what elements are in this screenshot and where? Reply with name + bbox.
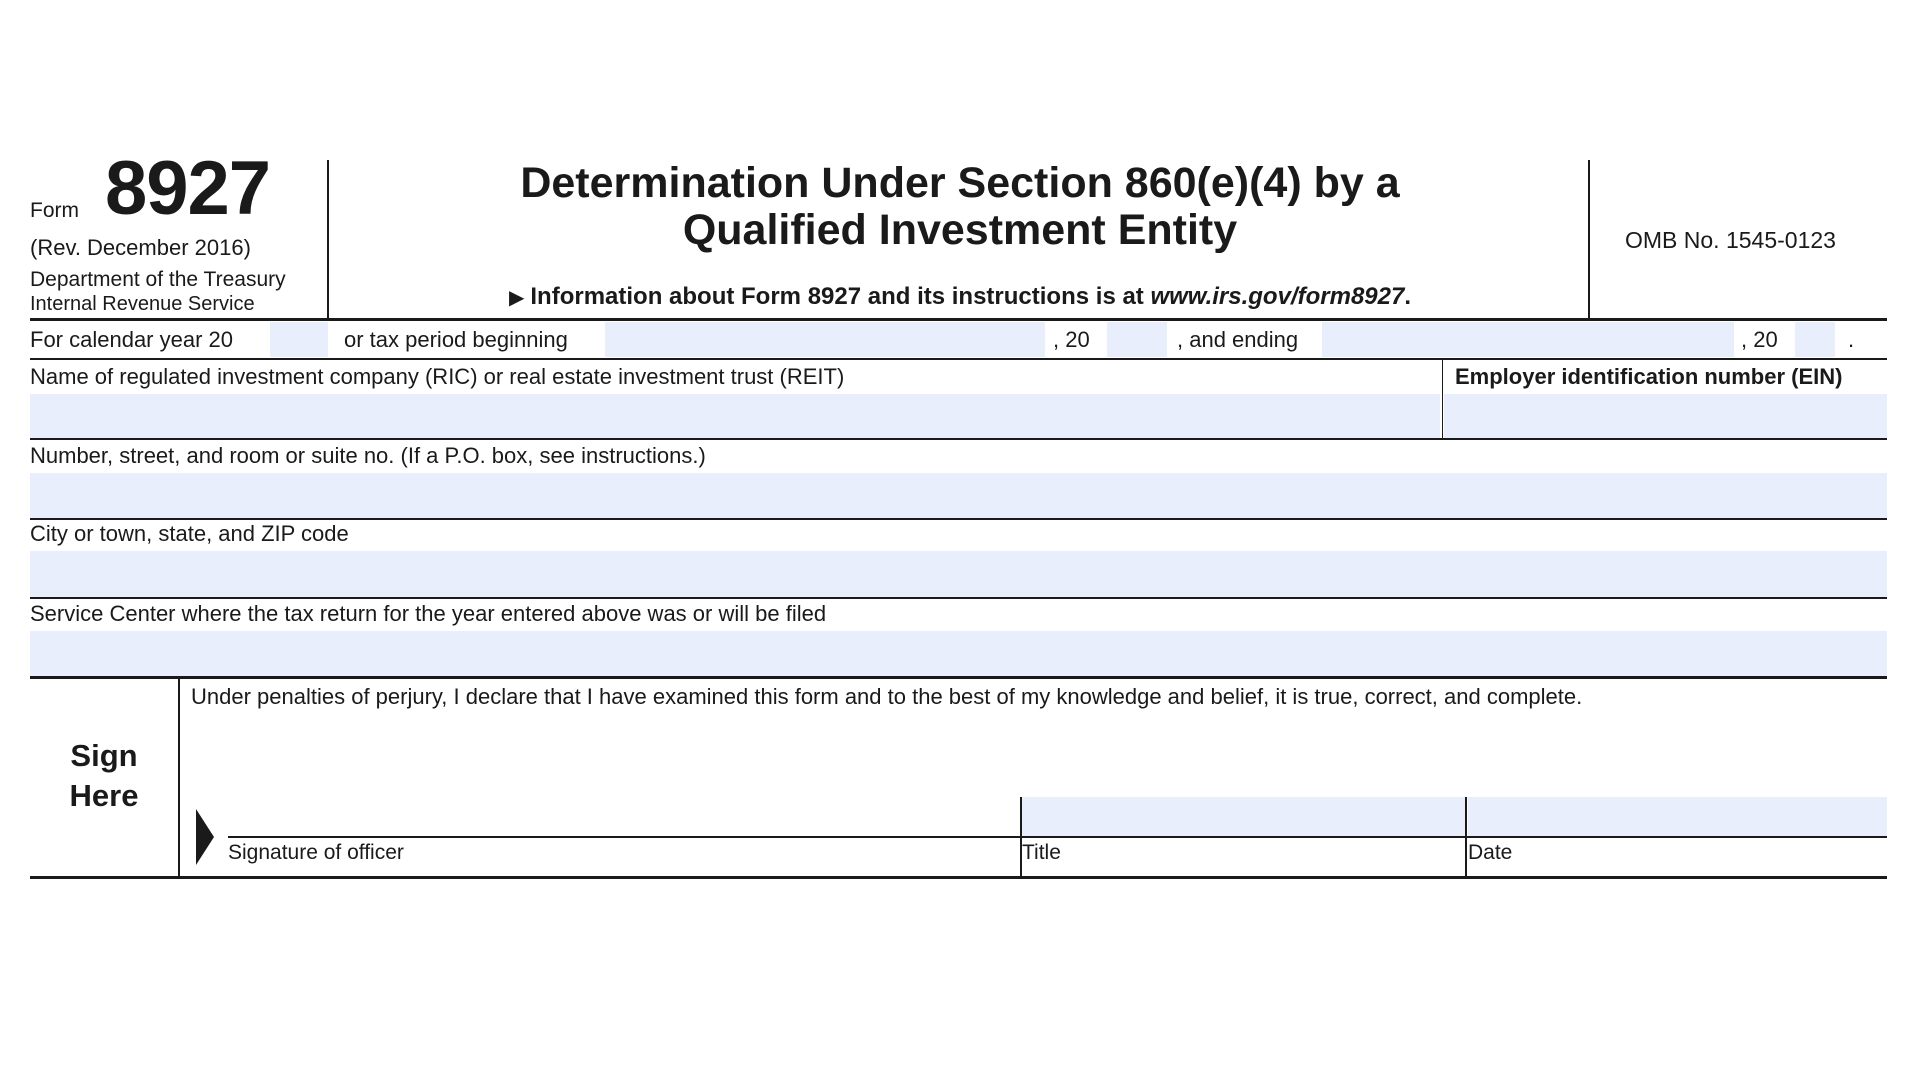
perjury-declaration: Under penalties of perjury, I declare that I have examined this form and to the best of my knowledge and belief, it is true, correct, and complete.: [191, 684, 1583, 709]
street-value: [30, 473, 1887, 493]
revision-date: (Rev. December 2016): [30, 235, 251, 260]
city-input[interactable]: [30, 551, 1887, 597]
sign-heading-line1: Sign: [70, 738, 138, 773]
form-title-line2: Qualified Investment Entity: [682, 206, 1238, 254]
calendar-year-value: [270, 322, 328, 334]
signature-label: Signature of officer: [228, 841, 404, 864]
sign-section-divider: [178, 679, 180, 877]
service-center-label: Service Center where the tax return for the year entered above was or will be filed: [30, 601, 827, 626]
period-row-rule: [30, 358, 1887, 360]
date-input[interactable]: [1468, 797, 1887, 836]
service-center-input[interactable]: [30, 631, 1887, 676]
sign-here-heading: [30, 736, 178, 816]
sign-arrow-icon: [196, 809, 214, 865]
beginning-year-input[interactable]: [1107, 322, 1167, 357]
street-label: Number, street, and room or suite no. (If a P.O. box, see instructions.): [30, 443, 706, 468]
form-number: 8927: [105, 146, 271, 231]
info-text: Information about Form 8927 and its instructions is at: [530, 283, 1151, 310]
header-divider-right: [1588, 160, 1590, 318]
instructions-info: [330, 285, 1590, 309]
arrow-right-icon: ▶: [508, 287, 525, 309]
sign-heading-line2: Here: [69, 778, 139, 813]
city-value: [30, 551, 1887, 571]
ein-divider: [1442, 360, 1443, 440]
street-input[interactable]: [30, 473, 1887, 518]
city-row-rule: [30, 597, 1887, 599]
ending-year-input[interactable]: [1795, 322, 1835, 357]
ein-label: Employer identification number (EIN): [1455, 364, 1843, 389]
service-center-value: [30, 631, 1887, 651]
form-title-line1: Determination Under Section 860(e)(4) by a: [520, 159, 1400, 207]
header-divider-left: [327, 160, 329, 318]
date-label: Date: [1468, 841, 1513, 864]
name-row-rule: [30, 438, 1887, 440]
period-ending-value: [1322, 322, 1734, 334]
ending-year-value: [1795, 322, 1835, 334]
ein-input[interactable]: [1444, 394, 1887, 438]
title-label: Title: [1022, 841, 1061, 864]
header-rule: [30, 318, 1887, 321]
period-end-mark: .: [1848, 327, 1855, 352]
year-prefix-label-1: , 20: [1053, 327, 1090, 352]
title-input[interactable]: [1022, 797, 1465, 836]
and-ending-label: , and ending: [1177, 327, 1299, 352]
signature-input[interactable]: [228, 797, 1019, 836]
street-row-rule: [30, 518, 1887, 520]
entity-name-value: [30, 394, 1440, 414]
form-label: Form: [30, 199, 79, 222]
omb-number: OMB No. 1545-0123: [1625, 227, 1836, 253]
info-suffix: .: [1404, 283, 1412, 310]
beginning-year-value: [1107, 322, 1167, 334]
form-bottom-rule: [30, 876, 1887, 879]
entity-name-input[interactable]: [30, 394, 1440, 438]
service-center-rule: [30, 676, 1887, 679]
info-url-link[interactable]: www.irs.gov/form8927: [1150, 283, 1405, 310]
city-label: City or town, state, and ZIP code: [30, 521, 349, 546]
name-label: Name of regulated investment company (RIC) or real estate investment trust (REIT): [30, 364, 845, 389]
department-name: Department of the Treasury: [30, 268, 286, 291]
period-beginning-value: [605, 322, 1045, 334]
signature-line: [228, 836, 1887, 838]
tax-period-label: or tax period beginning: [344, 327, 568, 352]
ein-value: [1444, 394, 1887, 414]
period-ending-input[interactable]: [1322, 322, 1734, 357]
calendar-year-input[interactable]: [270, 322, 328, 357]
agency-name: Internal Revenue Service: [30, 293, 255, 315]
year-prefix-label-2: , 20: [1741, 327, 1778, 352]
period-beginning-input[interactable]: [605, 322, 1045, 357]
calendar-year-label: For calendar year 20: [30, 327, 233, 352]
